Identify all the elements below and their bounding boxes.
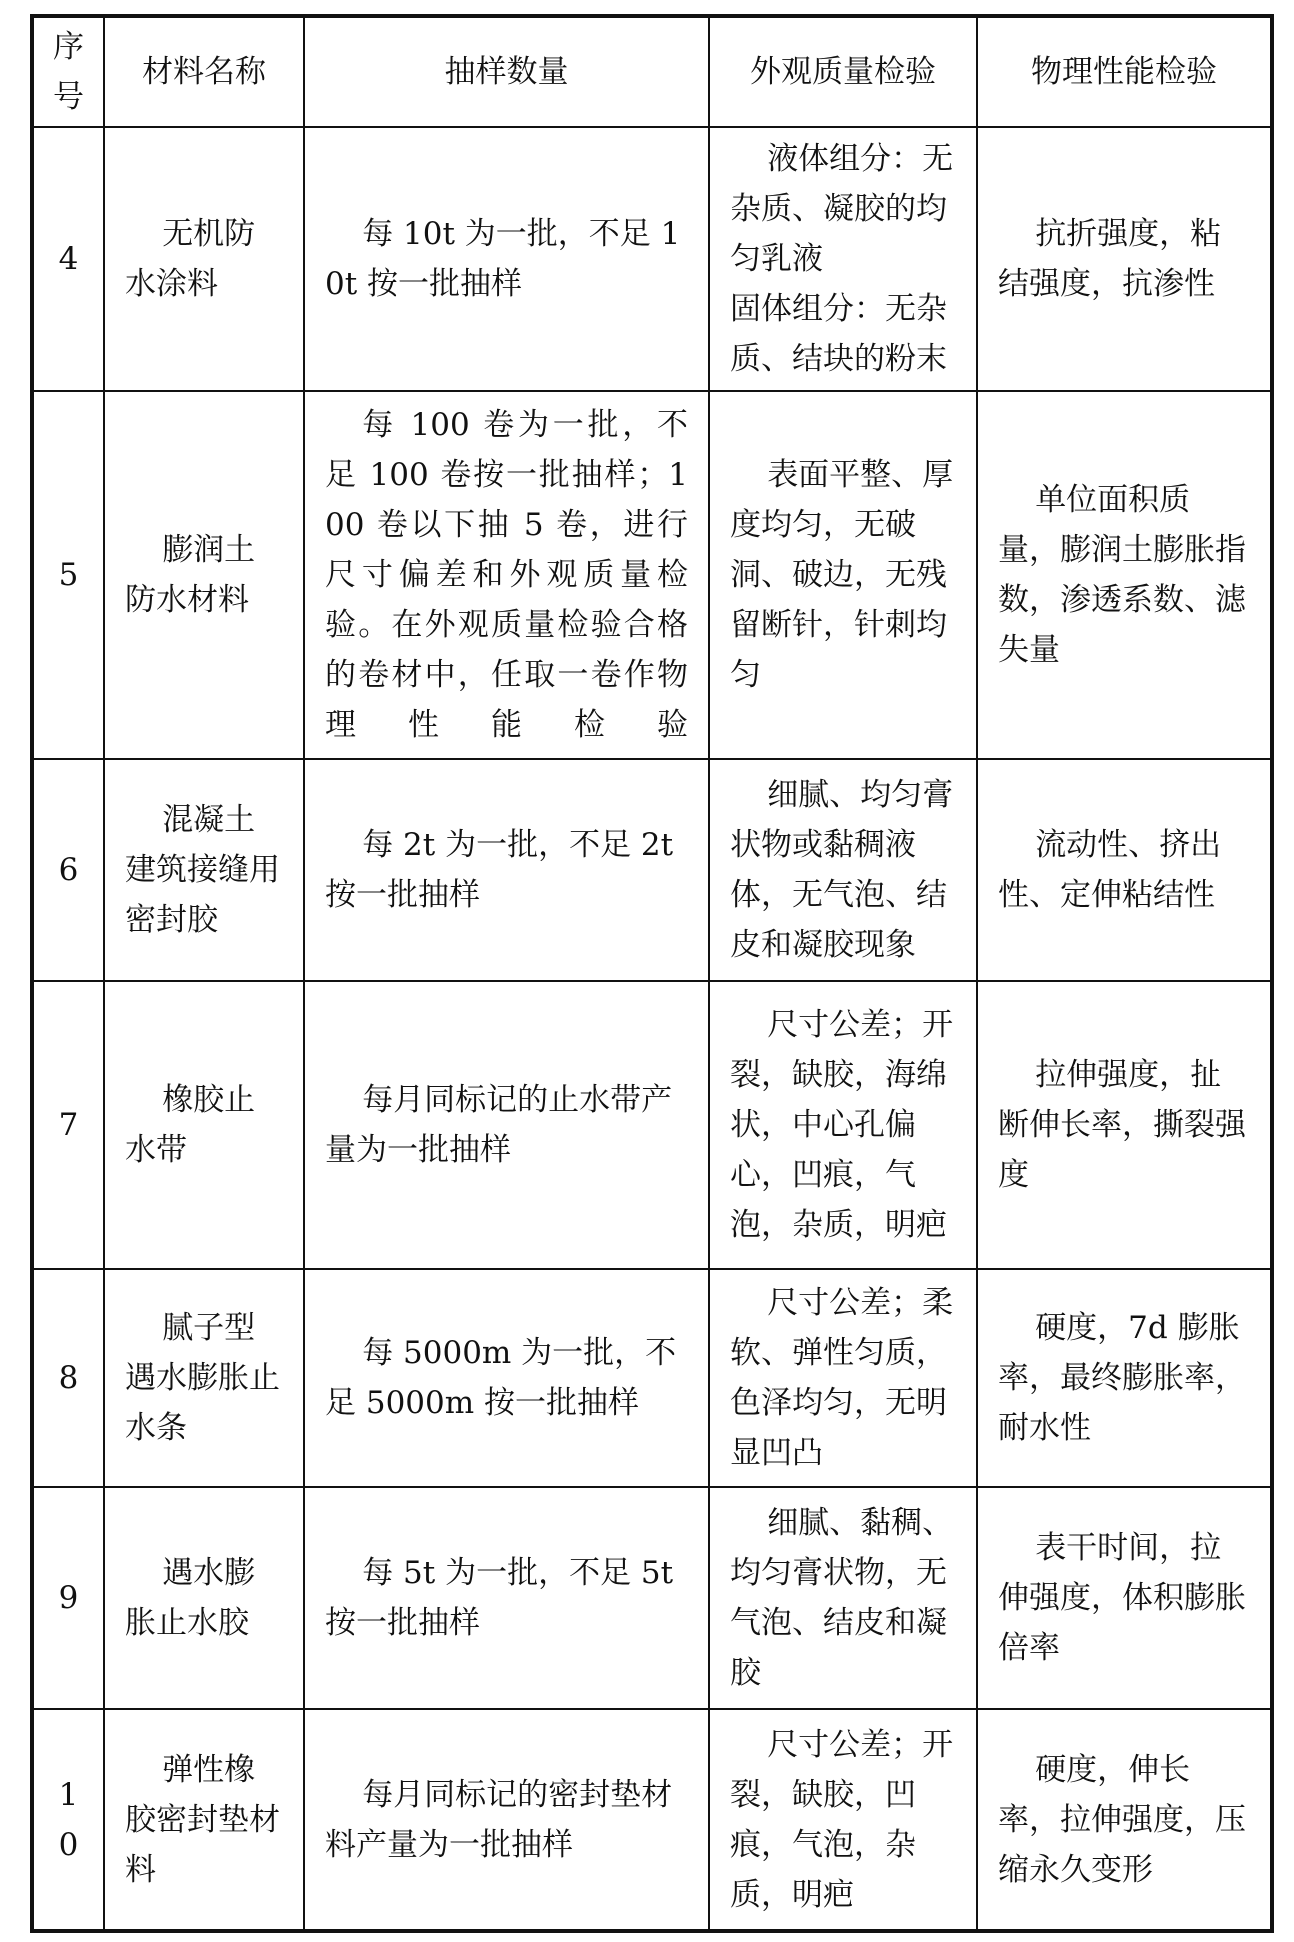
row-number: 8 <box>32 1269 104 1487</box>
row-number: 5 <box>32 391 104 759</box>
sample-quantity: 每月同标记的止水带产量为一批抽样 <box>325 1082 673 1168</box>
row-number: 9 <box>32 1487 104 1709</box>
table-row <box>32 759 1272 981</box>
material-name: 弹性橡胶密封垫材料 <box>125 1751 280 1888</box>
sample-quantity: 每 10t 为一批，不足 10t 按一批抽样 <box>325 216 681 302</box>
physical-check: 表干时间，拉伸强度，体积膨胀倍率 <box>998 1530 1246 1666</box>
row-number: 10 <box>32 1709 104 1931</box>
sample-quantity: 每 5000m 为一批，不足 5000m 按一批抽样 <box>325 1335 677 1421</box>
inspection-table <box>30 14 1274 1933</box>
appearance-check-part: 固体组分：无杂质、结块的粉末 <box>730 291 947 377</box>
physical-check: 拉伸强度，扯断伸长率，撕裂强度 <box>998 1057 1246 1193</box>
physical-check: 流动性、挤出性、定伸粘结性 <box>998 827 1222 913</box>
table-header-row <box>32 16 1272 127</box>
header-appearance: 外观质量检验 <box>709 16 977 127</box>
appearance-check: 细腻、均匀膏状物或黏稠液体，无气泡、结皮和凝胶现象 <box>730 777 954 963</box>
sample-quantity: 每月同标记的密封垫材料产量为一批抽样 <box>325 1776 673 1863</box>
material-name: 腻子型遇水膨胀止水条 <box>125 1310 280 1446</box>
table-row <box>32 391 1272 759</box>
material-name: 遇水膨胀止水胶 <box>125 1555 256 1641</box>
sample-quantity: 每 5t 为一批，不足 5t 按一批抽样 <box>325 1555 674 1641</box>
physical-check: 抗折强度，粘结强度，抗渗性 <box>998 216 1222 302</box>
appearance-check: 尺寸公差；开裂，缺胶，凹痕，气泡，杂质，明疤 <box>730 1726 954 1913</box>
sample-quantity: 每 2t 为一批，不足 2t 按一批抽样 <box>325 827 674 913</box>
physical-check: 硬度，伸长率，拉伸强度，压缩永久变形 <box>998 1751 1246 1888</box>
appearance-check-part: 液体组分：无杂质、凝胶的均匀乳液 <box>730 141 954 277</box>
row-number: 4 <box>32 127 104 391</box>
appearance-check: 尺寸公差；开裂，缺胶，海绵状，中心孔偏心，凹痕，气泡，杂质，明疤 <box>730 1007 954 1243</box>
header-sample: 抽样数量 <box>304 16 709 127</box>
header-physical: 物理性能检验 <box>977 16 1272 127</box>
table-row <box>32 1709 1272 1931</box>
table-row <box>32 1487 1272 1709</box>
sample-quantity: 每 100 卷为一批，不足 100 卷按一批抽样；100 卷以下抽 5 卷，进行尺寸偏差和外观质量检验。在外观质量检验合格的卷材中，任取一卷作物理性能检验 <box>325 407 688 743</box>
physical-check: 单位面积质量，膨润土膨胀指数，渗透系数、滤失量 <box>998 482 1246 668</box>
row-number: 6 <box>32 759 104 981</box>
appearance-check: 表面平整、厚度均匀，无破洞、破边，无残留断针，针刺均匀 <box>730 457 954 693</box>
material-name: 无机防水涂料 <box>125 216 256 302</box>
document-page <box>30 14 1270 1933</box>
table-row <box>32 1269 1272 1487</box>
physical-check: 硬度，7d 膨胀率，最终膨胀率，耐水性 <box>998 1310 1246 1446</box>
table-row <box>32 981 1272 1269</box>
appearance-check: 细腻、黏稠、均匀膏状物，无气泡、结皮和凝胶 <box>730 1505 954 1691</box>
material-name: 混凝土建筑接缝用密封胶 <box>125 802 280 938</box>
header-name: 材料名称 <box>104 16 304 127</box>
table-row <box>32 127 1272 391</box>
material-name: 膨润土防水材料 <box>125 532 256 618</box>
row-number: 7 <box>32 981 104 1269</box>
appearance-check: 尺寸公差；柔软、弹性匀质，色泽均匀，无明显凹凸 <box>730 1285 954 1471</box>
material-name: 橡胶止水带 <box>125 1082 256 1168</box>
header-no: 序号 <box>32 16 104 127</box>
